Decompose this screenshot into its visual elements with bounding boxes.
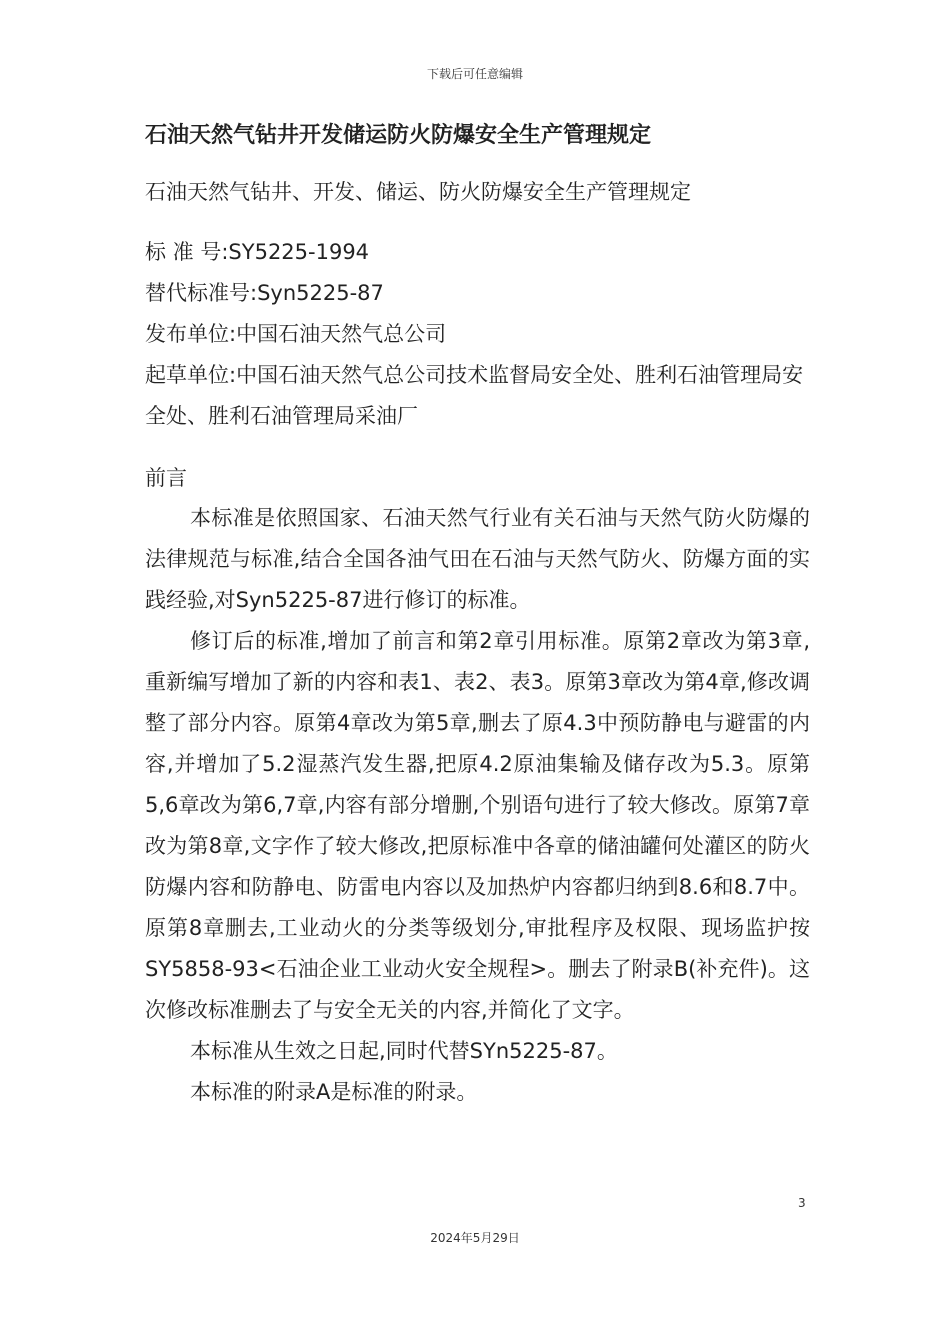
page-number: 3 [798, 1196, 806, 1210]
preface-paragraph: 本标准是依照国家、石油天然气行业有关石油与天然气防火防爆的法律规范与标准,结合全国各油气田在石油与天然气防火、防爆方面的实践经验,对Syn5225-87进行修订的标准。 [145, 506, 810, 612]
preface-paragraph: 本标准的附录A是标准的附录。 [190, 1080, 478, 1104]
metadata-block [145, 232, 810, 437]
page-header: 下载后可任意编辑 [426, 67, 523, 81]
document-title: 石油天然气钻井开发储运防火防爆安全生产管理规定 [145, 123, 652, 148]
page-footer-date: 2024年5月29日 [430, 1231, 520, 1245]
preface-paragraph: 修订后的标准,增加了前言和第2章引用标准。原第2章改为第3章,重新编写增加了新的内容和表1、表2、表3。原第3章改为第4章,修改调整了部分内容。原第4章改为第5章,删去了原4.3中预防静电与避雷的内容,并增加了5.2湿蒸汽发生器,把原4.2原油集输及储存改为5.3。原第5,6章改为第6,7章,内容有部分增删,个别语句进行了较大修改。原第7章改为第8章,文字作了较大修改,把原标准中各章的储油罐何处灌区的防火防爆内容和防静电、防雷电内容以及加热炉内容都归纳到8.6和8.7中。原第8章删去,工业动火的分类等级划分,审批程序及权限、现场监护按SY5858-93<石油企业工业动火安全规程>。删去了附录B(补充件)。这次修改标准删去了与安全无关的内容,并简化了文字。 [145, 629, 810, 1022]
drafting-unit: 起草单位:中国石油天然气总公司技术监督局安全处、胜利石油管理局安全处、胜利石油管理局采油厂 [145, 363, 804, 428]
replaced-standard: 替代标准号:Syn5225-87 [145, 281, 384, 305]
preface-paragraph: 本标准从生效之日起,同时代替SYn5225-87。 [190, 1039, 618, 1063]
standard-number: 标 准 号:SY5225-1994 [145, 240, 370, 264]
publisher: 发布单位:中国石油天然气总公司 [145, 322, 447, 346]
preface-heading: 前言 [145, 466, 187, 490]
document-subtitle: 石油天然气钻井、开发、储运、防火防爆安全生产管理规定 [145, 180, 691, 204]
preface-body [145, 498, 810, 1113]
